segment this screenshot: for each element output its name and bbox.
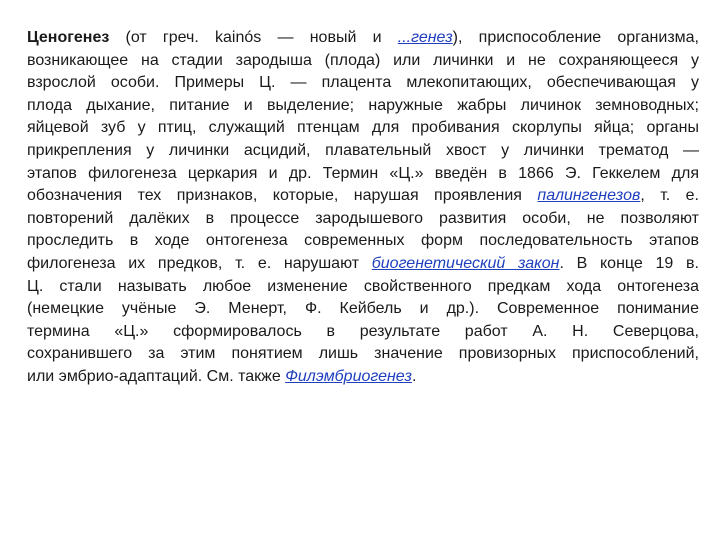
article-text: Ц. стали называть любое изменение свойственного предкам хода онтогенеза [27, 277, 699, 295]
cross-reference-link[interactable]: палингенезов [537, 187, 641, 205]
article-text: повторений далёких в процессе зародышевого развития особи, не позволяют [27, 209, 699, 227]
article-text: сохранившего за этим понятием лишь значение провизорных приспособлений, [27, 345, 699, 363]
article-line [27, 95, 699, 118]
article-line [27, 208, 699, 231]
article-line [27, 185, 699, 208]
article-line [27, 366, 699, 389]
cross-reference-link[interactable]: биогенетический закон [371, 254, 560, 272]
article-text: или эмбрио-адаптаций. См. также [27, 367, 286, 385]
article-text: прикрепления у личинки асцидий, плавательный хвост у личинки трематод — [27, 141, 699, 159]
article-text: , т. е. [640, 187, 699, 205]
article-line [27, 163, 699, 186]
article-line [27, 27, 699, 50]
article-line [27, 117, 699, 140]
article-line [27, 140, 699, 163]
article-text: проследить в ходе онтогенеза современных форм последовательность этапов [27, 232, 699, 250]
article-line [27, 343, 699, 366]
article-text: ), приспособление организма, [452, 29, 699, 46]
article-line [27, 50, 699, 73]
article-text: возникающее на стадии зародыша (плода) или личинки и не сохраняющееся у [27, 51, 699, 69]
article-text: этапов филогенеза церкария и др. Термин «Ц.» введён в 1866 Э. Геккелем для [27, 164, 699, 182]
article-text: (от греч. kainós — новый и [109, 29, 398, 46]
article-text: (немецкие учёные Э. Менерт, Ф. Кейбель и др.). Современное понимание [27, 300, 699, 318]
article-term: Ценогенез [27, 29, 110, 46]
article-text: . В конце 19 в. [559, 254, 699, 272]
article-line [27, 321, 699, 344]
article-line [27, 276, 699, 299]
article-text: . [411, 367, 417, 385]
article-text: термина «Ц.» сформировалось в результате работ А. Н. Северцова, [27, 322, 699, 340]
article-text: обозначения тех признаков, которые, нарушая проявления [27, 187, 538, 205]
cross-reference-link[interactable]: Филэмбриогенез [285, 367, 412, 385]
article-line [27, 230, 699, 253]
encyclopedia-article [27, 27, 699, 389]
article-text: плода дыхание, питание и выделение; наружные жабры личинок земноводных; [27, 96, 699, 114]
cross-reference-link[interactable]: ...генез [397, 29, 453, 46]
article-line [27, 298, 699, 321]
article-text: яйцевой зуб у птиц, служащий птенцам для пробивания скорлупы яйца; органы [27, 119, 699, 137]
article-line [27, 72, 699, 95]
article-text: взрослой особи. Примеры Ц. — плацента млекопитающих, обеспечивающая у [27, 74, 699, 92]
article-text: филогенеза их предков, т. е. нарушают [27, 254, 372, 272]
article-line [27, 253, 699, 276]
